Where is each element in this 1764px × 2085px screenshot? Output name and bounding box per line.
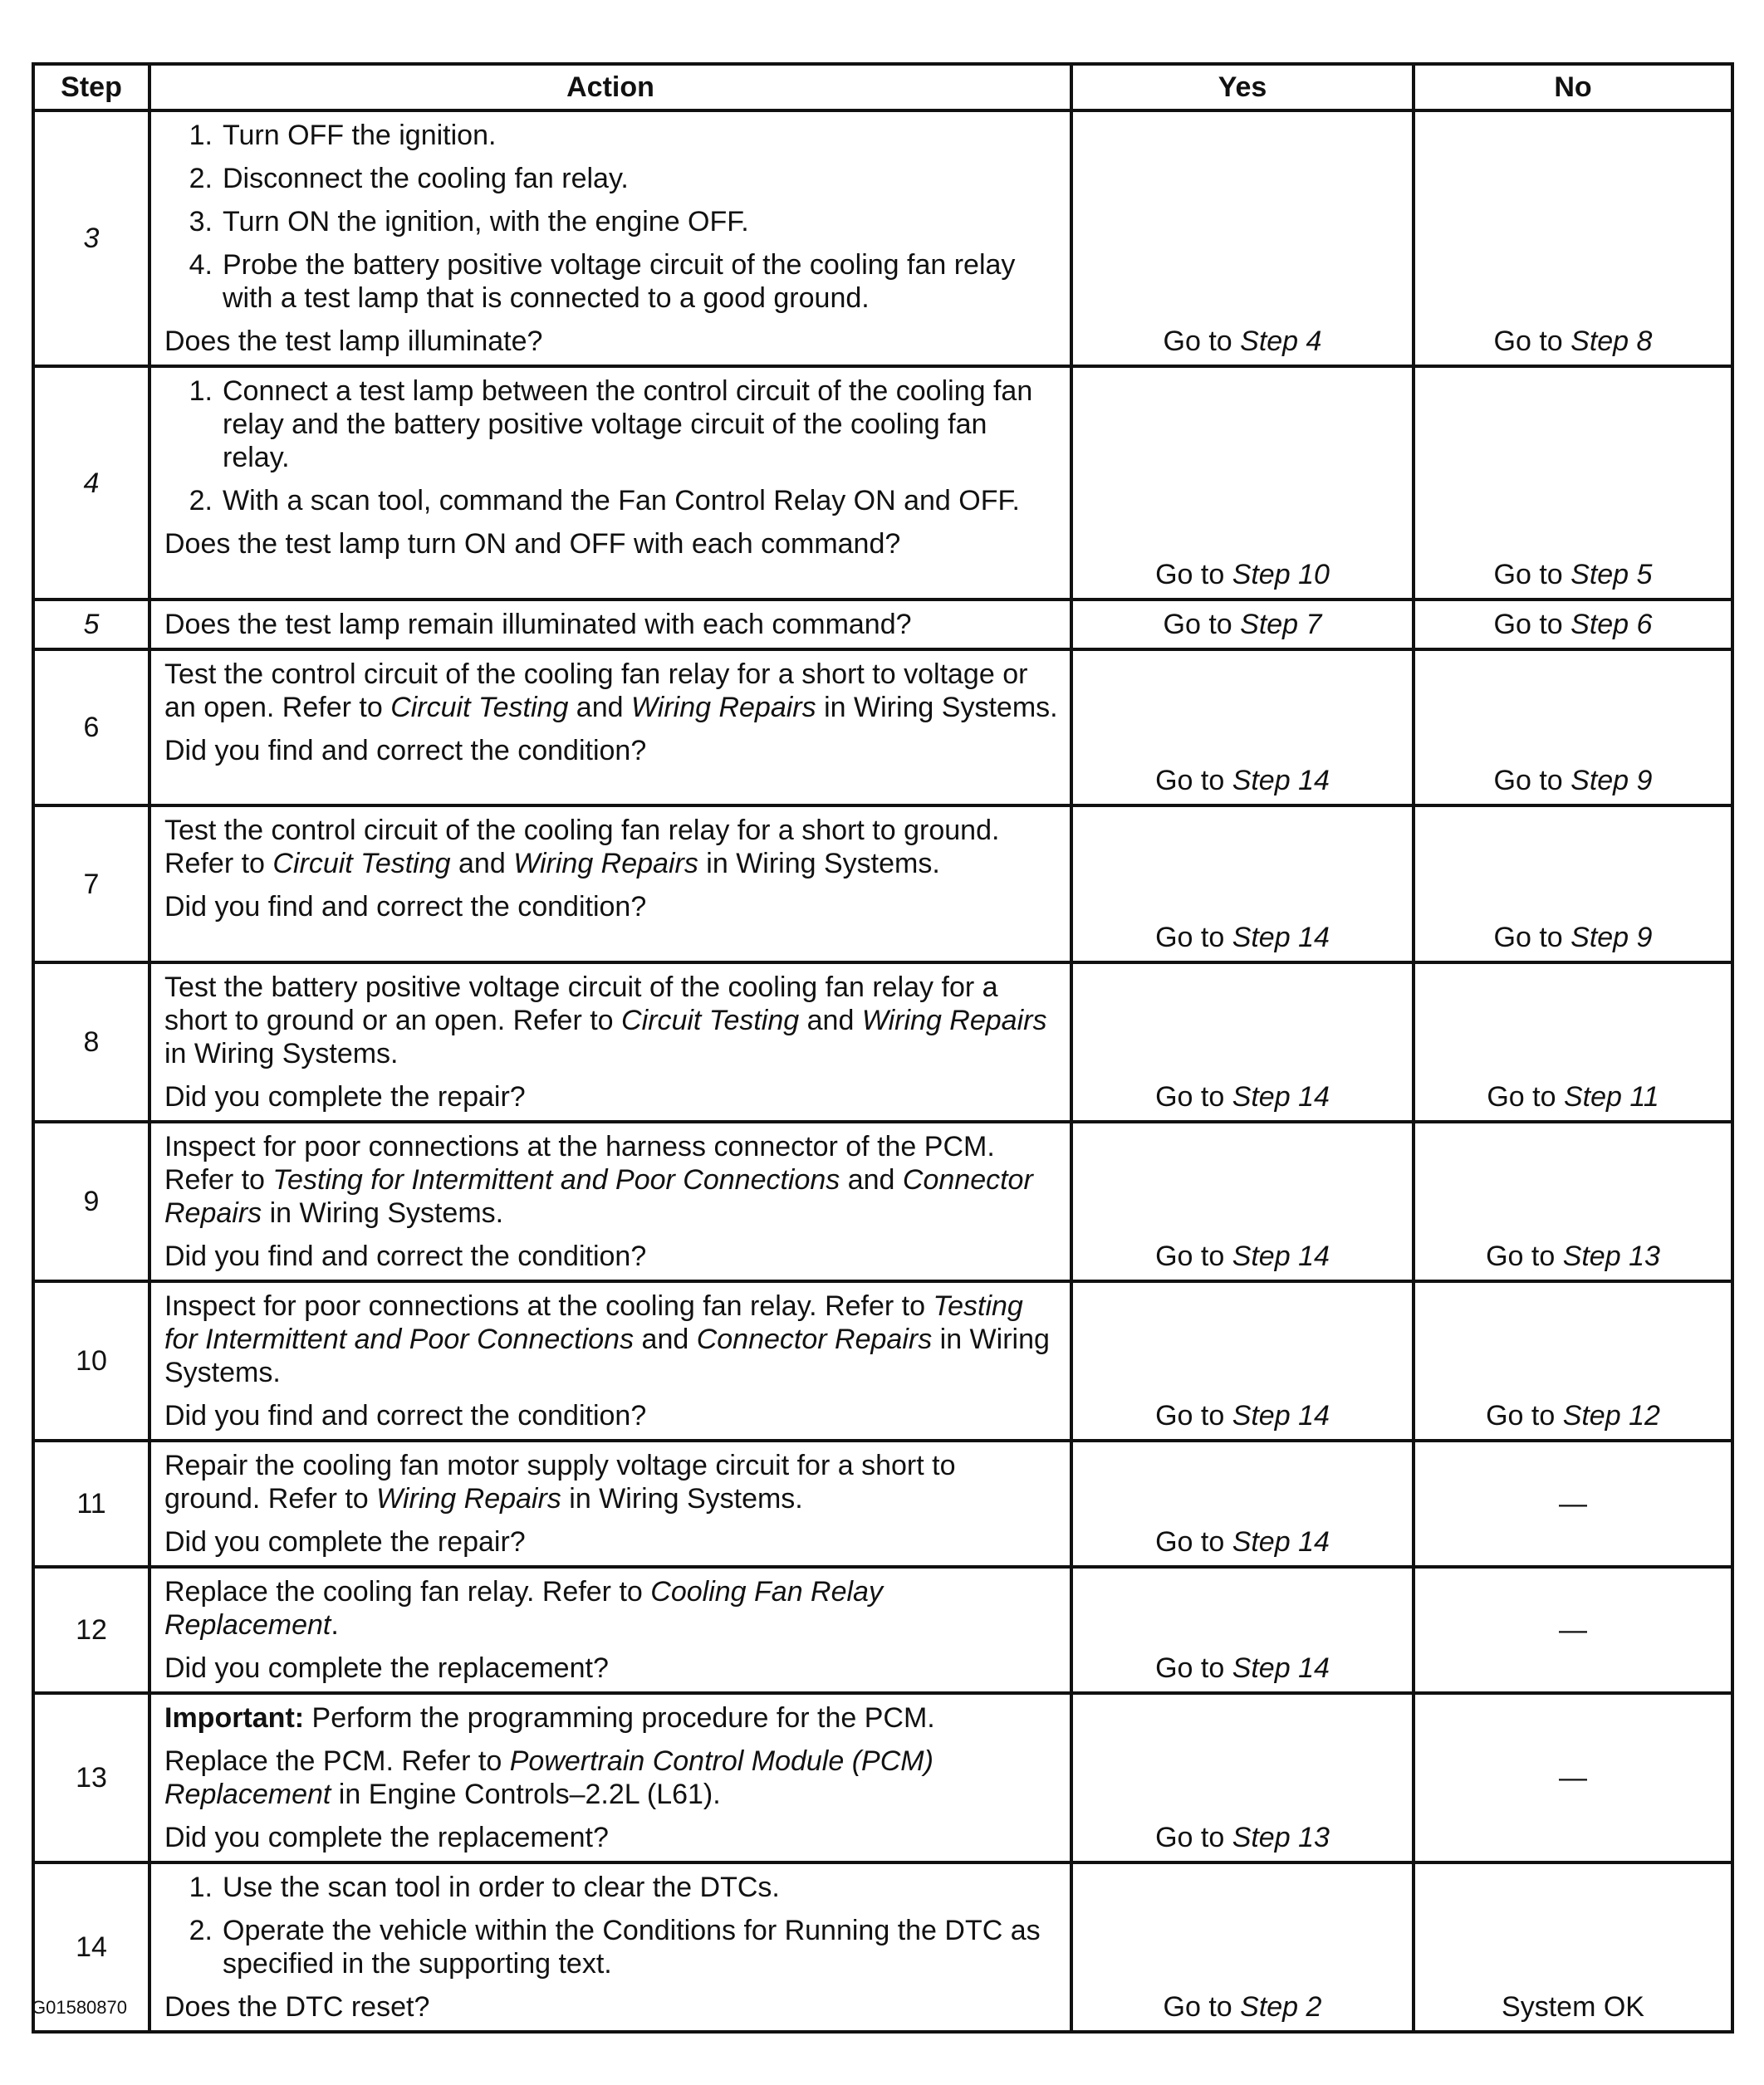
table-row [33,110,1732,366]
action-cell [149,805,1071,962]
table-row [33,805,1732,962]
no-step-link: Step 9 [1570,765,1653,796]
action-list [164,119,1058,315]
question: Does the DTC reset? [164,1991,430,2023]
no-step-link: Step 5 [1570,559,1653,590]
step-number: 12 [33,1567,149,1693]
list-item [164,205,1058,238]
no-cell [1414,1281,1732,1441]
text-run: and [568,692,631,723]
table-row [33,1567,1732,1693]
action-cell [149,1441,1071,1567]
text-run: Replace the cooling fan relay. Refer to [164,1576,651,1608]
question: Did you find and correct the condition? [164,1400,647,1432]
yes-prefix: Go to [1155,1822,1232,1853]
yes-step-link: Step 14 [1232,1241,1330,1272]
table-row [33,1281,1732,1441]
yes-step-link: Step 14 [1232,922,1330,953]
item-number: 2. [189,1915,213,1946]
yes-prefix: Go to [1155,559,1232,590]
yes-prefix: Go to [1155,1400,1232,1432]
yes-step-link: Step 10 [1232,559,1330,590]
no-step-link: Step 11 [1563,1081,1659,1113]
table-row [33,600,1732,649]
no-step-link: Step 9 [1570,922,1653,953]
text-run: and [799,1005,862,1036]
reference-link: Connector Repairs [164,1164,1033,1229]
reference-link: Testing for Intermittent and Poor Connections [164,1290,1023,1355]
no-cell [1414,110,1732,366]
text-run: in Wiring Systems. [698,848,940,879]
yes-step-link: Step 14 [1232,1526,1330,1558]
step-number: 11 [33,1441,149,1567]
reference-link: Testing for Intermittent and Poor Connections [272,1164,840,1196]
table-row [33,366,1732,600]
text-run: Repair the cooling fan motor supply voltage circuit for a short to ground. Refer to [164,1450,956,1515]
question: Did you find and correct the condition? [164,735,647,766]
table-row [33,1693,1732,1862]
action-list [164,374,1058,517]
important-label: Important: [164,1702,305,1734]
action-cell [149,962,1071,1122]
no-prefix: Go to [1493,559,1571,590]
text-run: in Wiring Systems. [262,1197,504,1229]
yes-cell [1071,1441,1414,1567]
important-text: Perform the programming procedure for the PCM. [304,1702,935,1734]
yes-step-link: Step 14 [1232,1400,1330,1432]
question: Does the test lamp illuminate? [164,325,543,357]
step-number: 9 [33,1122,149,1281]
action-cell [149,1693,1071,1862]
text-run: Inspect for poor connections at the cooling fan relay. Refer to [164,1290,933,1322]
list-item [164,1914,1058,1980]
no-step-link: Step 6 [1570,609,1653,640]
reference-link: Powertrain Control Module (PCM) Replacement [164,1745,933,1810]
yes-prefix: Go to [1163,325,1241,357]
text-run: and [450,848,514,879]
no-cell [1414,962,1732,1122]
instruction-text [164,1290,1058,1389]
no-prefix: Go to [1493,325,1571,357]
step-number: 13 [33,1693,149,1862]
diagnostic-table [32,62,1734,2034]
table-row [33,962,1732,1122]
table-row [33,1441,1732,1567]
step-number: 6 [33,649,149,805]
no-dash: — [1559,1762,1587,1794]
no-step-link: Step 8 [1570,325,1653,357]
no-cell [1414,1441,1732,1567]
yes-prefix: Go to [1155,922,1232,953]
yes-cell [1071,1693,1414,1862]
item-number: 1. [189,120,213,151]
reference-link: Wiring Repairs [376,1483,561,1515]
text-run: in Engine Controls–2.2L (L61). [331,1779,721,1810]
yes-step-link: Step 2 [1240,1991,1322,2023]
item-number: 1. [189,1872,213,1903]
yes-step-link: Step 14 [1232,1081,1330,1113]
reference-link: Wiring Repairs [630,692,816,723]
item-number: 3. [189,206,213,237]
question: Did you complete the repair? [164,1081,526,1113]
question: Did you complete the replacement? [164,1652,609,1684]
action-cell [149,366,1071,600]
item-number: 2. [189,163,213,194]
instruction-text [164,1575,1058,1642]
header-step: Step [33,64,149,110]
question: Does the test lamp remain illuminated with each command? [164,609,912,640]
action-cell [149,1281,1071,1441]
item-text: Connect a test lamp between the control circuit of the cooling fan relay and the battery positive voltage circuit of the cooling fan relay. [223,375,1033,473]
yes-cell [1071,366,1414,600]
header-row [33,64,1732,110]
action-cell [149,1862,1071,2032]
text-run: in Wiring Systems. [164,1038,399,1069]
no-prefix: Go to [1486,1400,1563,1432]
step-number: 7 [33,805,149,962]
no-prefix: Go to [1493,765,1571,796]
no-prefix: Go to [1486,1241,1563,1272]
text-run: in Wiring Systems. [561,1483,803,1515]
text-run: Replace the PCM. Refer to [164,1745,510,1777]
text-run: Inspect for poor connections at the harness connector of the PCM. Refer to [164,1131,995,1196]
question: Did you find and correct the condition? [164,891,647,923]
text-run: Test the control circuit of the cooling fan relay for a short to ground. Refer to [164,815,1000,879]
question: Does the test lamp turn ON and OFF with each command? [164,528,901,560]
instruction-text [164,658,1058,724]
text-run: Test the control circuit of the cooling fan relay for a short to voltage or an open. Refer to [164,658,1028,723]
header-yes: Yes [1071,64,1414,110]
instruction-text [164,814,1058,880]
instruction-text [164,971,1058,1070]
header-no: No [1414,64,1732,110]
no-prefix: Go to [1493,609,1571,640]
step-number: 4 [33,366,149,600]
action-cell [149,1567,1071,1693]
item-text: Probe the battery positive voltage circuit of the cooling fan relay with a test lamp that is connected to a good ground. [223,249,1016,314]
yes-prefix: Go to [1155,1652,1232,1684]
item-text: Operate the vehicle within the Conditions for Running the DTC as specified in the supporting text. [223,1915,1041,1980]
item-text: Turn ON the ignition, with the engine OFF. [223,206,749,237]
table-row [33,1862,1732,2032]
no-result: System OK [1502,1991,1644,2023]
item-number: 2. [189,485,213,516]
yes-prefix: Go to [1163,1991,1241,2023]
yes-prefix: Go to [1155,1081,1232,1113]
yes-step-link: Step 4 [1240,325,1322,357]
item-text: Turn OFF the ignition. [223,120,497,151]
yes-prefix: Go to [1155,765,1232,796]
action-cell [149,1122,1071,1281]
action-list [164,1871,1058,1980]
yes-prefix: Go to [1155,1526,1232,1558]
reference-link: Cooling Fan Relay Replacement [164,1576,883,1641]
reference-link: Circuit Testing [621,1005,800,1036]
reference-link: Circuit Testing [390,692,569,723]
instruction-text [164,1130,1058,1230]
item-text: Use the scan tool in order to clear the DTCs. [223,1872,780,1903]
header-action: Action [149,64,1071,110]
yes-cell [1071,600,1414,649]
step-number: 10 [33,1281,149,1441]
yes-prefix: Go to [1155,1241,1232,1272]
question: Did you complete the repair? [164,1526,526,1558]
step-number: 3 [33,110,149,366]
step-number: 14 [33,1862,149,2032]
no-cell [1414,805,1732,962]
yes-cell [1071,110,1414,366]
no-cell [1414,1122,1732,1281]
yes-cell [1071,962,1414,1122]
list-item [164,248,1058,315]
table-row [33,649,1732,805]
yes-cell [1071,1567,1414,1693]
no-cell [1414,600,1732,649]
text-run: in Wiring Systems. [164,1324,1050,1388]
no-prefix: Go to [1493,922,1571,953]
table-row [33,1122,1732,1281]
yes-cell [1071,1122,1414,1281]
no-prefix: Go to [1487,1081,1564,1113]
yes-cell [1071,649,1414,805]
question: Did you complete the replacement? [164,1822,609,1853]
no-cell [1414,366,1732,600]
text-run: in Wiring Systems. [816,692,1058,723]
no-dash: — [1559,1488,1587,1520]
item-text: With a scan tool, command the Fan Control Relay ON and OFF. [223,485,1020,516]
item-number: 1. [189,375,213,407]
reference-link: Wiring Repairs [513,848,698,879]
list-item [164,162,1058,195]
action-cell [149,600,1071,649]
list-item [164,374,1058,474]
item-number: 4. [189,249,213,281]
instruction-text [164,1745,1058,1811]
no-cell [1414,1862,1732,2032]
question: Did you find and correct the condition? [164,1241,647,1272]
action-cell [149,649,1071,805]
yes-prefix: Go to [1163,609,1241,640]
list-item [164,119,1058,152]
text-run: . [331,1609,339,1641]
no-cell [1414,1567,1732,1693]
text-run: and [840,1164,903,1196]
text-run: Test the battery positive voltage circuit of the cooling fan relay for a short to ground or an open. Refer to [164,972,998,1036]
no-dash: — [1559,1614,1587,1646]
step-number: 5 [33,600,149,649]
figure-id: G01580870 [32,1997,127,2018]
yes-step-link: Step 14 [1232,1652,1330,1684]
yes-cell [1071,805,1414,962]
text-run: and [634,1324,697,1355]
reference-link: Wiring Repairs [861,1005,1047,1036]
yes-cell [1071,1862,1414,2032]
instruction-text [164,1449,1058,1515]
no-cell [1414,1693,1732,1862]
step-number: 8 [33,962,149,1122]
list-item [164,484,1058,517]
action-cell [149,110,1071,366]
yes-step-link: Step 13 [1232,1822,1330,1853]
reference-link: Circuit Testing [272,848,451,879]
no-cell [1414,649,1732,805]
list-item [164,1871,1058,1904]
important-note [164,1701,1058,1735]
yes-cell [1071,1281,1414,1441]
no-step-link: Step 13 [1562,1241,1660,1272]
no-step-link: Step 12 [1562,1400,1660,1432]
yes-step-link: Step 14 [1232,765,1330,796]
item-text: Disconnect the cooling fan relay. [223,163,629,194]
reference-link: Connector Repairs [696,1324,933,1355]
yes-step-link: Step 7 [1240,609,1322,640]
